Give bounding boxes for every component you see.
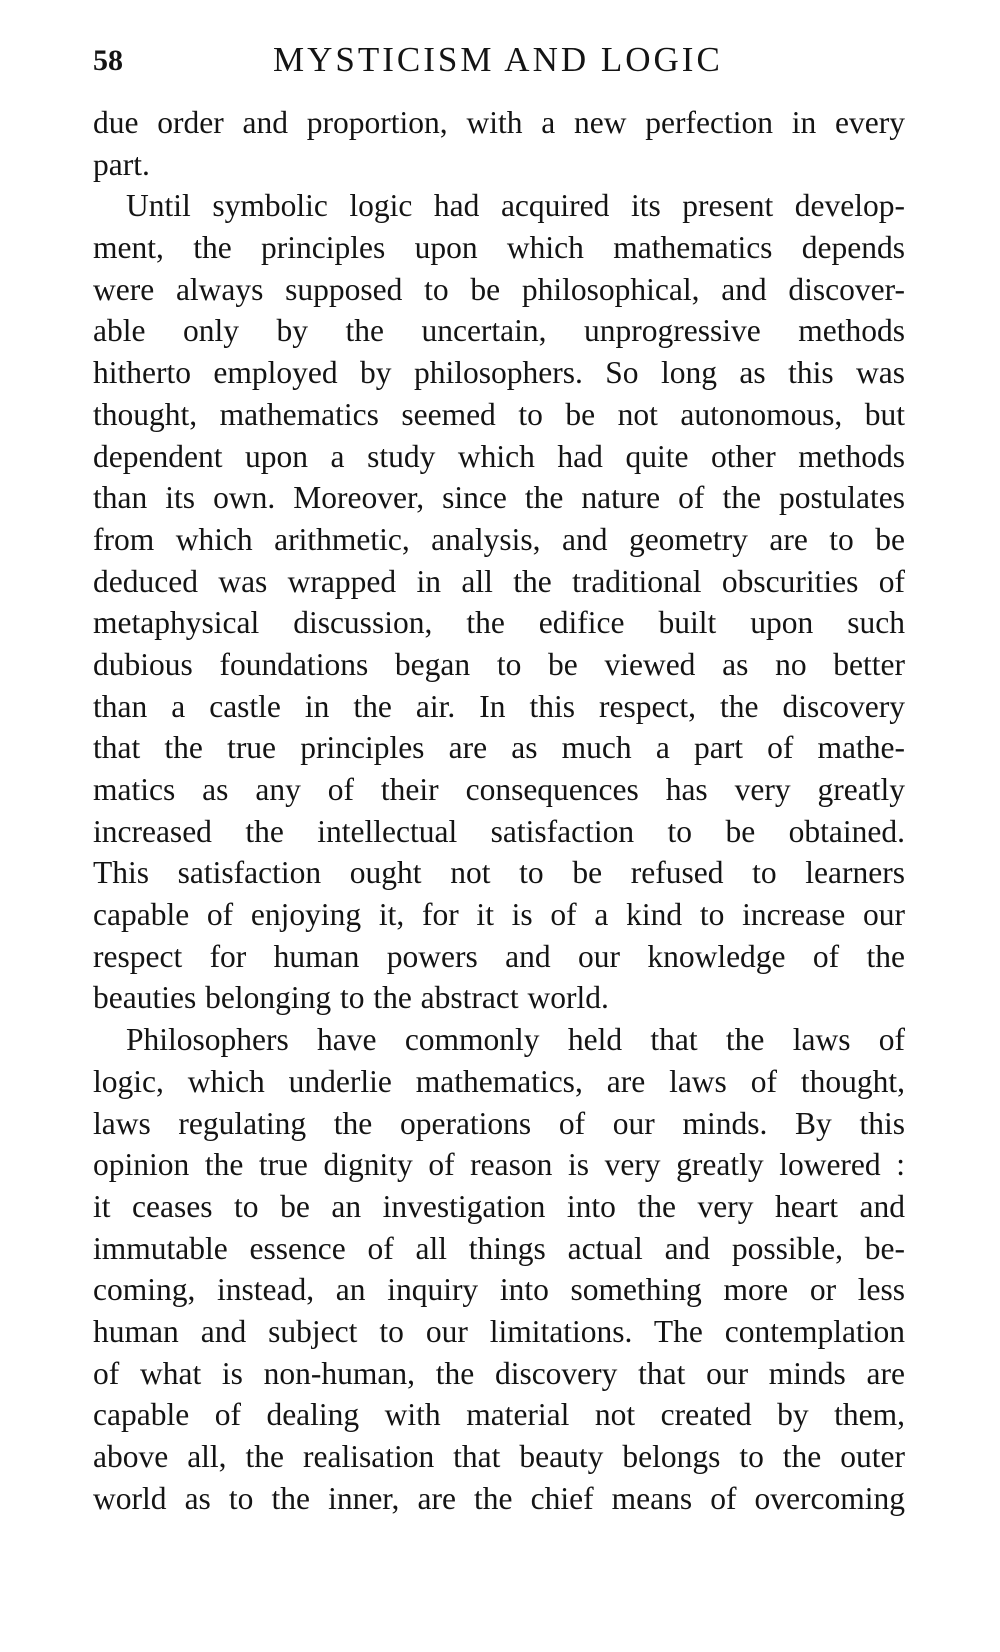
text-line: part. xyxy=(93,146,150,182)
text-line: Until symbolic logic had acquired its present develop- xyxy=(126,188,905,224)
text-line: immutable essence of all things actual and possible, be- xyxy=(93,1230,905,1266)
text-line: of what is non-human, the discovery that our minds are xyxy=(93,1355,905,1391)
text-line: than its own. Moreover, since the nature of the postulates xyxy=(93,480,905,516)
text-line: dubious foundations began to be viewed as no better xyxy=(93,646,905,682)
text-line: from which arithmetic, analysis, and geometry are to be xyxy=(93,521,905,557)
text-line: matics as any of their consequences has very greatly xyxy=(93,772,905,807)
text-line: logic, which underlie mathematics, are laws of thought, xyxy=(93,1063,905,1099)
text-line: human and subject to our limitations. The contemplation xyxy=(93,1313,905,1349)
text-line: capable of dealing with material not created by them, xyxy=(93,1397,905,1433)
text-line: beauties belonging to the abstract world. xyxy=(93,980,609,1016)
text-line: opinion the true dignity of reason is very greatly lowered : xyxy=(93,1147,905,1183)
page-body xyxy=(93,102,905,1519)
paragraph-laws-of-logic xyxy=(93,1019,905,1519)
text-line: it ceases to be an investigation into the very heart and xyxy=(93,1188,905,1224)
text-line: ment, the principles upon which mathematics depends xyxy=(93,230,905,266)
text-line: than a castle in the air. In this respect, the discovery xyxy=(93,688,905,724)
paragraph-symbolic-logic xyxy=(93,185,905,1019)
text-line: capable of enjoying it, for it is of a kind to increase our xyxy=(93,897,905,933)
text-line: were always supposed to be philosophical, and discover- xyxy=(93,271,905,307)
text-line: respect for human powers and our knowledge of the xyxy=(93,938,905,974)
text-line: This satisfaction ought not to be refused to learners xyxy=(93,855,905,891)
page-header xyxy=(93,40,905,90)
text-line: world as to the inner, are the chief means of overcoming xyxy=(93,1480,905,1516)
text-line: deduced was wrapped in all the traditional obscurities of xyxy=(93,563,905,599)
page-number: 58 xyxy=(93,44,123,77)
text-line: due order and proportion, with a new perfection in every xyxy=(93,105,905,140)
text-line: Philosophers have commonly held that the laws of xyxy=(126,1022,905,1058)
paragraph-continuation xyxy=(93,102,905,185)
text-line: thought, mathematics seemed to be not autonomous, but xyxy=(93,396,905,432)
text-line: able only by the uncertain, unprogressive methods xyxy=(93,313,905,349)
text-line: coming, instead, an inquiry into something more or less xyxy=(93,1272,905,1308)
text-line: dependent upon a study which had quite other methods xyxy=(93,438,905,474)
running-title: MYSTICISM AND LOGIC xyxy=(273,40,723,79)
text-line: metaphysical discussion, the edifice built upon such xyxy=(93,605,905,641)
text-line: laws regulating the operations of our minds. By this xyxy=(93,1105,905,1141)
text-line: hitherto employed by philosophers. So long as this was xyxy=(93,355,905,391)
text-line: above all, the realisation that beauty belongs to the outer xyxy=(93,1439,905,1474)
text-line: that the true principles are as much a part of mathe- xyxy=(93,730,905,766)
text-line: increased the intellectual satisfaction to be obtained. xyxy=(93,813,905,849)
